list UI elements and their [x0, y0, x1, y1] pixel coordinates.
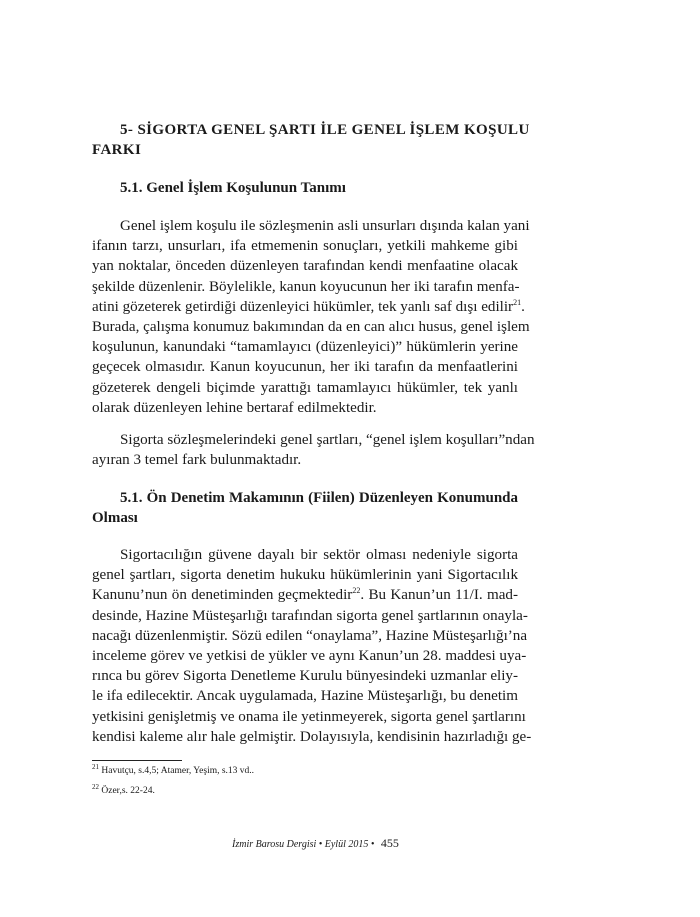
subsection-title-2-line2: Olması [92, 510, 138, 526]
paragraph-line: genel şartları, sigorta denetim hukuku hükümlerinin yani Sigortacılık [92, 567, 518, 584]
paragraph-line: geçecek olmasıdır. Kanun koyucunun, her iki tarafın da menfaatlerini [92, 359, 518, 376]
paragraph-3 [92, 545, 532, 747]
paragraph-line [92, 585, 518, 605]
paragraph-line: koşulunun, kanundaki “tamamlayıcı (düzenleyici)” hükümlerin yerine [92, 339, 518, 356]
footnote-divider [92, 760, 182, 761]
footnote-22 [92, 782, 155, 797]
paragraph-line-tail: . Bu Kanun’un 11/I. mad- [360, 587, 518, 604]
journal-name: İzmir Barosu Dergisi • Eylül 2015 • [232, 839, 375, 850]
footnote-ref-21[interactable]: 21 [513, 297, 522, 307]
section-title-line1: 5- SİGORTA GENEL ŞARTI İLE GENEL İŞLEM KOŞULU [120, 122, 530, 138]
paragraph-line: desinde, Hazine Müsteşarlığı tarafından sigorta genel şartlarının onayla- [92, 607, 528, 624]
paragraph-line: ifanın tarzı, unsurları, ifa etmemenin sonuçları, yetkili mahkeme gibi [92, 238, 518, 255]
paragraph-line: Genel işlem koşulu ile sözleşmenin asli unsurları dışında kalan yani [120, 218, 530, 234]
subsection-title-2 [92, 488, 518, 528]
section-title-line2: FARKI [92, 142, 142, 158]
paragraph-line: Burada, çalışma konumuz bakımından da en can alıcı husus, genel işlem [92, 319, 530, 336]
paragraph-line: yetkisini genişletmiş ve onama ile yetinmeyerek, sigorta genel şartlarını [92, 708, 526, 725]
paragraph-line-text: atini gözeterek getirdiği düzenleyici hükümler, tek yanlı saf dışı edilir [92, 298, 514, 315]
paragraph-line: şekilde düzenlenir. Böylelikle, kanun koyucunun her iki tarafın menfa- [92, 278, 520, 295]
paragraph-line: olarak düzenleyen lehine bertaraf edilmektedir. [92, 399, 377, 416]
footnote-ref-22[interactable]: 22 [352, 586, 361, 596]
paragraph-line: gözeterek dengeli biçimde yarattığı tamamlayıcı hükümler, tek yanlı [92, 379, 518, 396]
paragraph-2 [92, 430, 535, 470]
paragraph-line: rınca bu görev Sigorta Denetleme Kurulu bünyesindeki uzmanlar eliy- [92, 668, 518, 685]
paragraph-line: inceleme görev ve yetkisi de yükler ve aynı Kanun’un 28. maddesi uya- [92, 648, 527, 665]
paragraph-line-text: Kanunu’nun ön denetiminden geçmektedir [92, 587, 353, 604]
footnote-text: Havutçu, s.4,5; Atamer, Yeşim, s.13 vd.. [101, 766, 255, 776]
paragraph-line: nacağı düzenlenmiştir. Sözü edilen “onaylama”, Hazine Müsteşarlığı’na [92, 627, 528, 644]
paragraph-line: ayıran 3 temel fark bulunmaktadır. [92, 452, 302, 469]
footnote-21 [92, 762, 255, 777]
paragraph-line: yan noktalar, önceden düzenleyen tarafından kendi menfaatine olacak [92, 258, 518, 275]
footnote-text: Özer,s. 22-24. [101, 786, 155, 796]
paragraph-1 [92, 216, 530, 418]
paragraph-line: atini gözeterek getirdiği düzenleyici hükümler, tek yanlı saf dışı edilir$^{21}$. [92, 297, 525, 315]
subsection-title-2-line1: 5.1. Ön Denetim Makamının (Fiilen) Düzenleyen Konumunda [120, 490, 518, 506]
paragraph-line: kendisi kaleme alır hale gelmiştir. Dolayısıyla, kendisinin hazırladığı ge- [92, 728, 532, 745]
paragraph-line: Sigorta sözleşmelerindeki genel şartları, “genel işlem koşulları”ndan [120, 432, 535, 448]
paragraph-line: Sigortacılığın güvene dayalı bir sektör olması nedeniyle sigorta [120, 547, 518, 563]
subsection-title-1-text: 5.1. Genel İşlem Koşulunun Tanımı [120, 180, 346, 196]
section-title [92, 120, 530, 160]
page-footer [232, 836, 399, 851]
subsection-title-1 [92, 178, 518, 198]
footnote-number: 21 [92, 762, 99, 771]
paragraph-line: le ifa edilecektir. Ancak uygulamada, Hazine Müsteşarlığı, bu denetim [92, 688, 518, 705]
page-number: 455 [380, 836, 399, 850]
footnote-number: 22 [92, 782, 99, 791]
